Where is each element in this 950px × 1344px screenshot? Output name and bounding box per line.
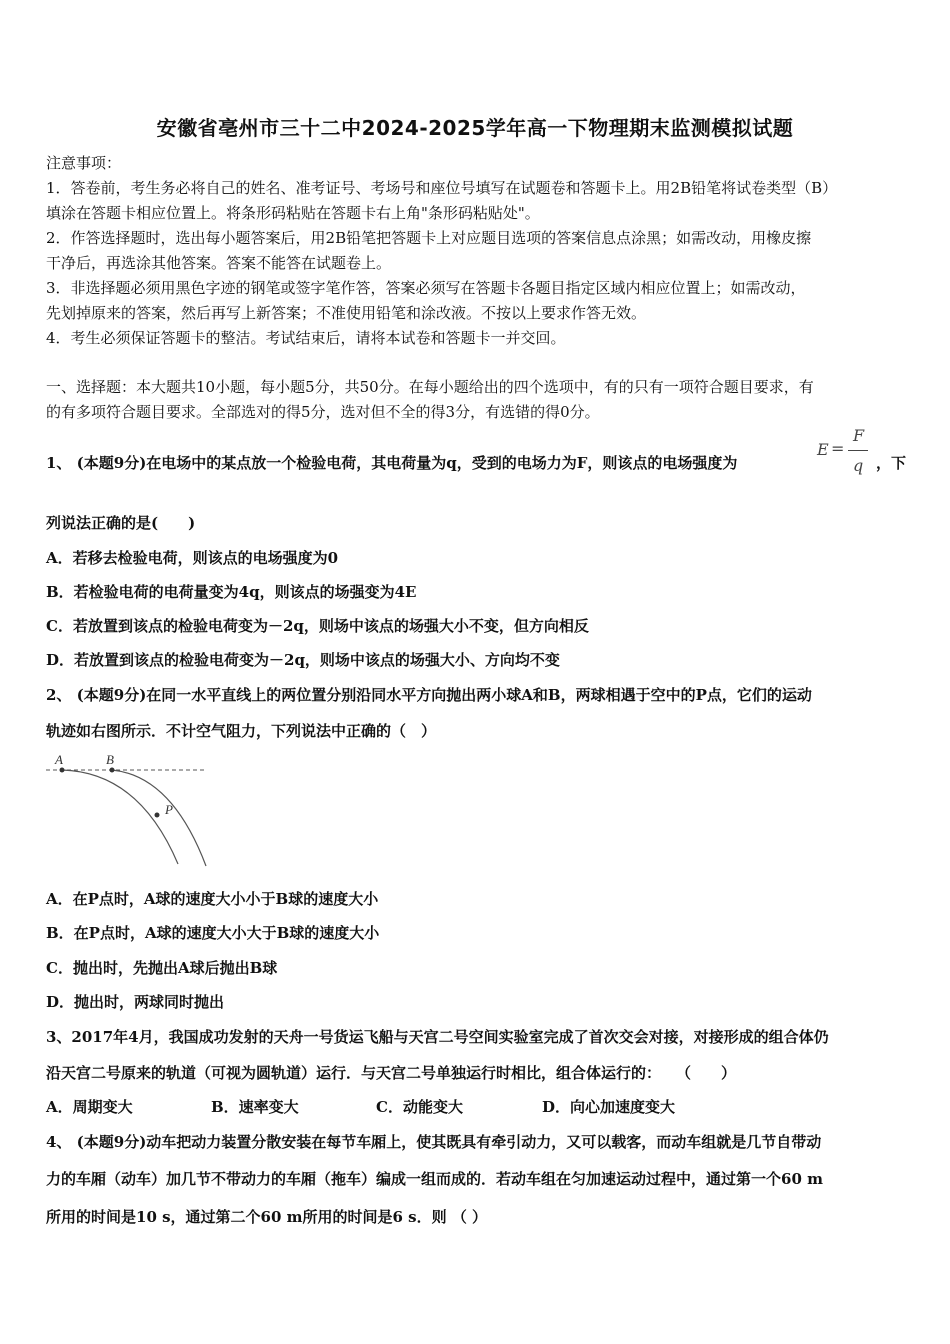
q3-options xyxy=(46,1096,908,1118)
notice-line: 2．作答选择题时，选出每小题答案后，用2B铅笔把答题卡上对应题目选项的答案信息点涂黑；如需改动，用橡皮擦 xyxy=(46,229,812,247)
notice-line: 填涂在答题卡相应位置上。将条形码粘贴在答题卡右上角"条形码粘贴处"。 xyxy=(46,204,540,222)
notice-line: 1．答卷前，考生务必将自己的姓名、准考证号、考场号和座位号填写在试题卷和答题卡上。用2B铅笔将试卷类型（B） xyxy=(46,179,838,197)
point-p xyxy=(155,813,160,818)
page-title: 安徽省亳州市三十二中2024-2025学年高一下物理期末监测模拟试题 xyxy=(156,116,794,140)
notice-heading: 注意事项： xyxy=(46,154,122,172)
notice-line: 3．非选择题必须用黑色字迹的钢笔或签字笔作答，答案必须写在答题卡各题目指定区域内相应位置上；如需改动， xyxy=(46,279,806,297)
label-p: P xyxy=(165,802,173,817)
q1-option-a: A．若移去检验电荷，则该点的电场强度为0 xyxy=(46,549,339,567)
notice-line: 先划掉原来的答案，然后再写上新答案；不准使用铅笔和涂改液。不按以上要求作答无效。 xyxy=(46,304,647,322)
section-instruction: 的有多项符合题目要求。全部选对的得5分，选对但不全的得3分，有选错的得0分。 xyxy=(46,403,600,421)
q4-stem: 力的车厢（动车）加几节不带动力的车厢（拖车）编成一组而成的．若动车组在匀加速运动过程中，通过第一个60 m xyxy=(46,1170,823,1188)
formula-equals: = xyxy=(831,439,845,458)
trajectory-figure xyxy=(44,746,208,868)
trajectory-a xyxy=(62,770,178,864)
formula-denominator: q xyxy=(853,456,864,475)
q2-option-a: A．在P点时，A球的速度大小小于B球的速度大小 xyxy=(46,890,379,908)
q4-stem: 4、 (本题9分)动车把动力装置分散安装在每节车厢上，使其既具有牵引动力，又可以载客，而动车组就是几节自带动 xyxy=(46,1133,822,1151)
formula-numerator: F xyxy=(853,426,865,445)
q1-option-c: C．若放置到该点的检验电荷变为－2q，则场中该点的场强大小不变，但方向相反 xyxy=(46,617,589,635)
notice-line: 干净后，再选涂其他答案。答案不能答在试题卷上。 xyxy=(46,254,392,272)
label-a: A xyxy=(55,752,63,767)
q4-stem: 所用的时间是10 s，通过第二个60 m所用的时间是6 s．则 （ ） xyxy=(46,1208,488,1226)
q3-option-a: A．周期变大 xyxy=(46,1098,133,1116)
section-instruction: 一、选择题：本大题共10小题，每小题5分，共50分。在每小题给出的四个选项中，有的只有一项符合题目要求，有 xyxy=(46,378,814,396)
trajectory-b xyxy=(112,770,206,866)
q2-option-c: C．抛出时，先抛出A球后抛出B球 xyxy=(46,959,278,977)
q2-option-b: B．在P点时，A球的速度大小大于B球的速度大小 xyxy=(46,924,380,942)
q1-stem-continuation: ，下 xyxy=(876,454,907,472)
label-b: B xyxy=(106,752,114,767)
point-a xyxy=(60,768,65,773)
q2-stem: 2、 (本题9分)在同一水平直线上的两位置分别沿同水平方向抛出两小球A和B，两球相遇于空中的P点，它们的运动 xyxy=(46,686,812,704)
q2-stem: 轨迹如右图所示．不计空气阻力，下列说法中正确的（ ） xyxy=(46,722,437,740)
q1-stem: 列说法正确的是( ) xyxy=(46,514,196,532)
q3-option-d: D．向心加速度变大 xyxy=(542,1098,676,1116)
field-strength-formula xyxy=(815,426,875,482)
q1-option-b: B．若检验电荷的电荷量变为4q，则该点的场强变为4E xyxy=(46,583,417,601)
q2-option-d: D．抛出时，两球同时抛出 xyxy=(46,993,225,1011)
q3-option-c: C．动能变大 xyxy=(376,1098,463,1116)
q3-stem: 沿天宫二号原来的轨道（可视为圆轨道）运行．与天宫二号单独运行时相比，组合体运行的： （ ） xyxy=(46,1064,737,1082)
fraction-bar xyxy=(848,450,868,451)
notice-line: 4．考生必须保证答题卡的整洁。考试结束后，请将本试卷和答题卡一并交回。 xyxy=(46,329,566,347)
q1-stem: 1、 (本题9分)在电场中的某点放一个检验电荷，其电荷量为q，受到的电场力为F，则该点的电场强度为 xyxy=(46,454,738,472)
q3-stem: 3、2017年4月，我国成功发射的天舟一号货运飞船与天宫二号空间实验室完成了首次交会对接，对接形成的组合体仍 xyxy=(46,1028,829,1046)
q1-option-d: D．若放置到该点的检验电荷变为－2q，则场中该点的场强大小、方向均不变 xyxy=(46,651,560,669)
q3-option-b: B．速率变大 xyxy=(211,1098,299,1116)
point-b xyxy=(110,768,115,773)
formula-lhs: E xyxy=(817,440,829,459)
